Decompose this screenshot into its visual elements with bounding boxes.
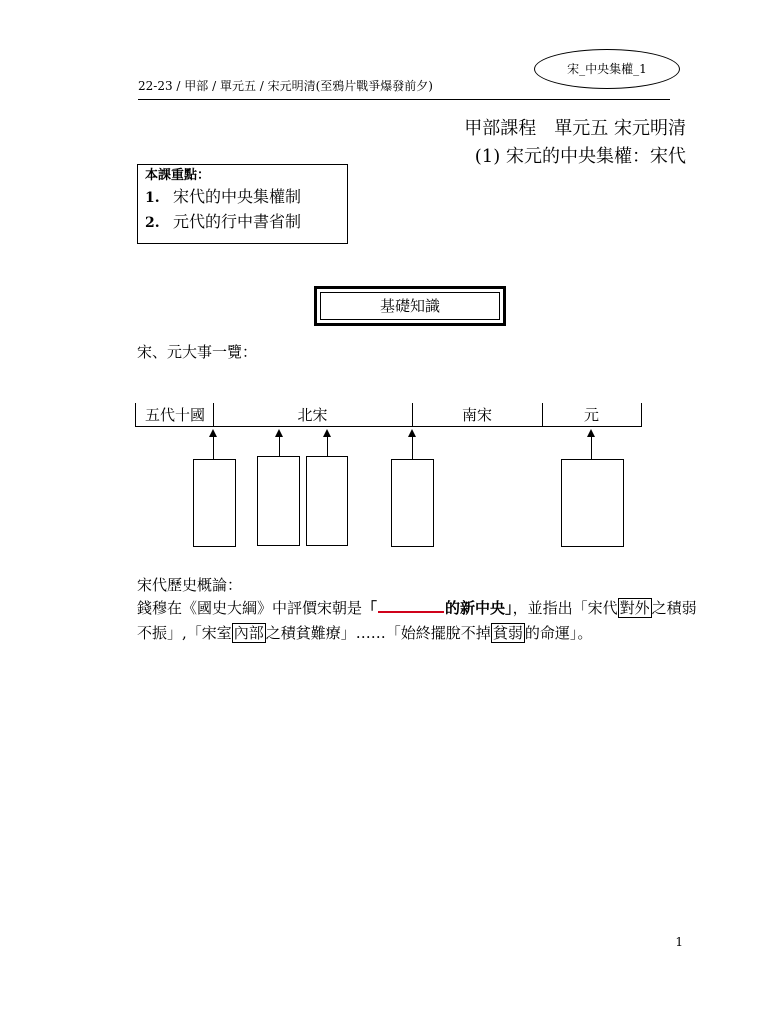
timeline-period-label: 五代十國 xyxy=(144,406,205,424)
key-points-title: 本課重點： xyxy=(145,168,211,183)
key-point-item xyxy=(145,210,340,235)
arrow-line xyxy=(327,436,328,456)
header-divider xyxy=(138,99,670,100)
key-point-item xyxy=(145,185,340,210)
boxed-term: 對外 xyxy=(619,599,650,617)
page-subtitle: (1) 宋元的中央集權：宋代 xyxy=(474,146,686,167)
overview-title: 宋代歷史概論： xyxy=(137,576,243,594)
arrow-line xyxy=(412,436,413,459)
key-points-box xyxy=(137,164,348,244)
arrow-line xyxy=(279,436,280,456)
timeline-period-label: 北宋 xyxy=(297,406,328,424)
timeline-label: 宋、元大事一覽： xyxy=(137,343,258,361)
key-point-number: 1. xyxy=(145,190,160,206)
timeline-period-label: 南宋 xyxy=(461,406,492,424)
key-point-number: 2. xyxy=(145,215,160,231)
answer-box[interactable] xyxy=(193,459,236,547)
arrow-line xyxy=(213,436,214,459)
page-title: 甲部課程 單元五 宋元明清 xyxy=(464,118,686,139)
section-heading-box xyxy=(314,286,506,326)
key-point-text: 宋代的中央集權制 xyxy=(173,187,302,206)
page-number: 1 xyxy=(675,935,683,949)
section-heading: 基礎知識 xyxy=(320,292,500,320)
boxed-term: 內部 xyxy=(233,624,264,642)
fill-in-blank[interactable] xyxy=(378,597,444,613)
answer-box[interactable] xyxy=(257,456,300,546)
timeline-axis xyxy=(135,426,642,427)
answer-box[interactable] xyxy=(306,456,348,546)
boxed-term: 貧弱 xyxy=(492,624,523,642)
answer-box[interactable] xyxy=(561,459,624,547)
timeline-tick xyxy=(135,403,136,426)
answer-box[interactable] xyxy=(391,459,434,547)
arrow-line xyxy=(591,436,592,459)
timeline-tick xyxy=(641,403,642,426)
key-point-text: 元代的行中書省制 xyxy=(173,212,302,231)
timeline-period-label: 元 xyxy=(583,406,599,424)
breadcrumb: 22-23 / 甲部 / 單元五 / 宋元明清(至鴉片戰爭爆發前夕) xyxy=(138,79,433,93)
overview-paragraph: 錢穆在《國史大綱》中評價宋朝是「 的新中央」，並指出「宋代 對外 之積弱不振」,「宋室 內部 之積貧難療」……「始終擺脫不掉 貧弱 的命運」。 xyxy=(137,599,697,642)
document-tag: 宋_中央集權_1 xyxy=(534,49,680,89)
